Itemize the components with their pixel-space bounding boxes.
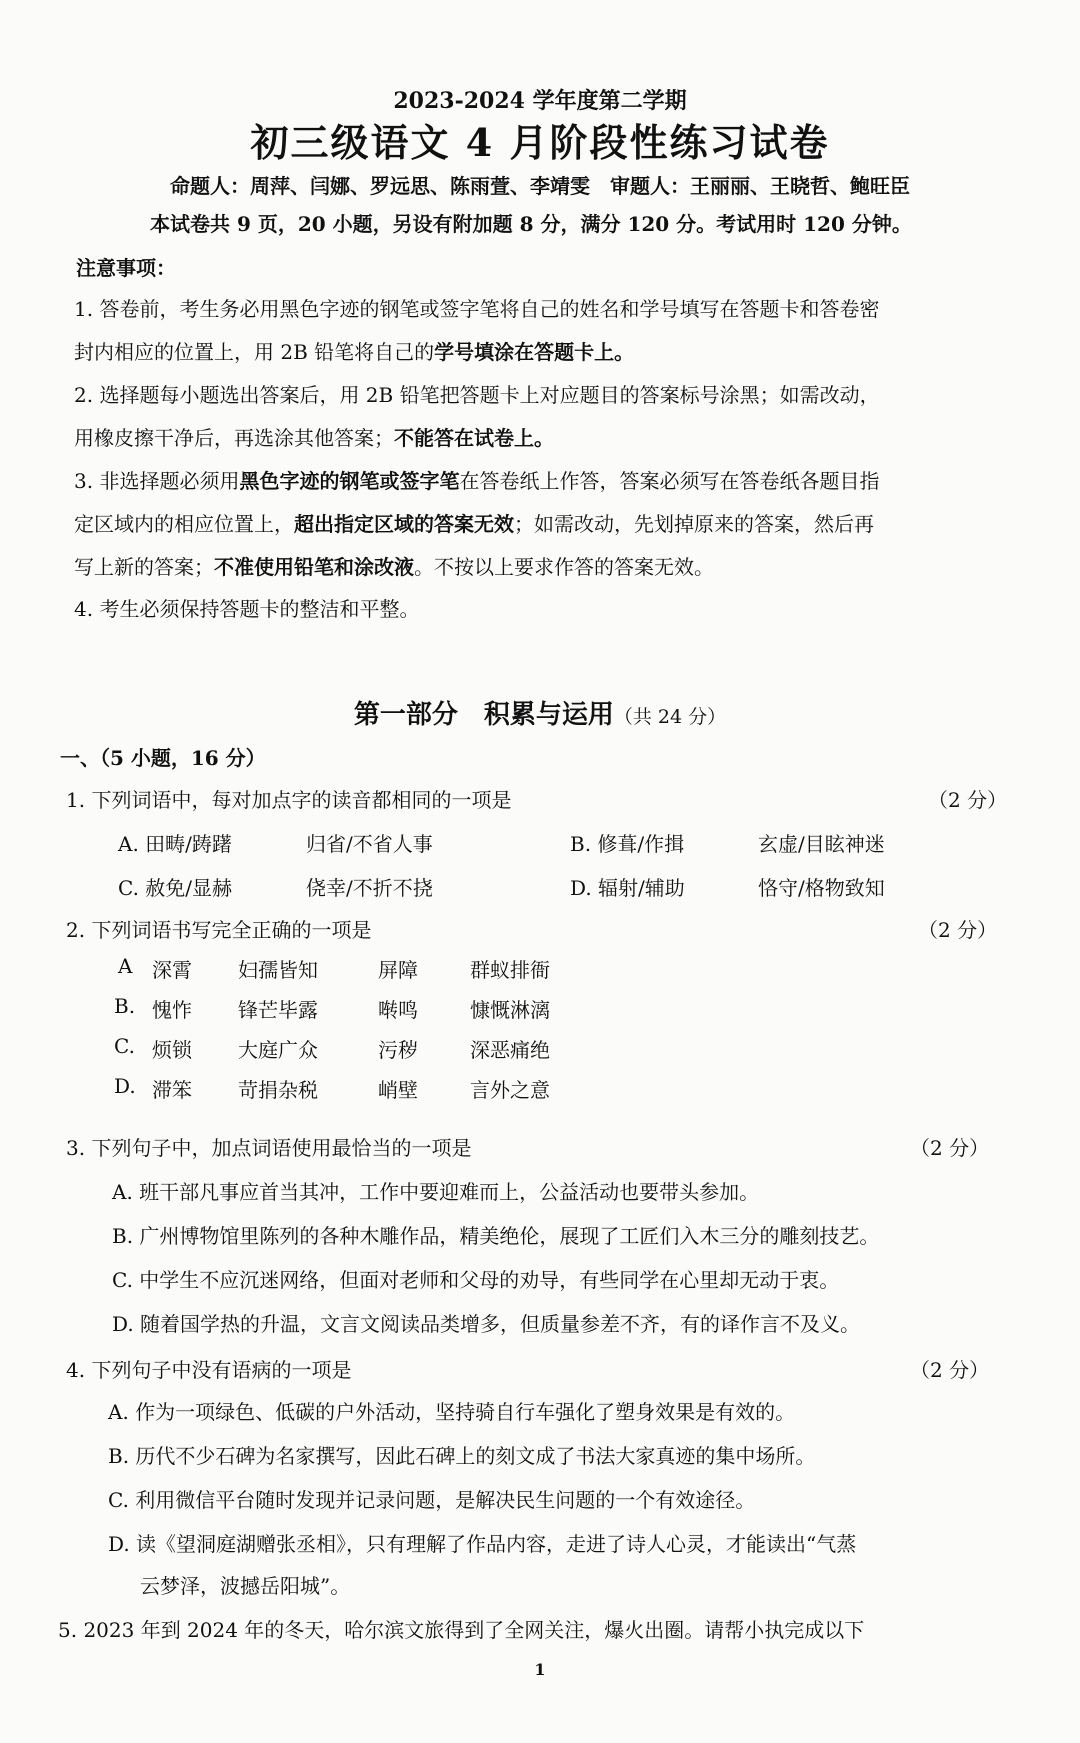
q2-word: 言外之意 bbox=[470, 1078, 550, 1102]
q2-word: 苛捐杂税 bbox=[238, 1078, 318, 1102]
page-number: 1 bbox=[534, 1660, 546, 1679]
notice-text: 封内相应的位置上，用 2B 铅笔将自己的 bbox=[74, 340, 435, 364]
q2-word: 深恶痛绝 bbox=[470, 1038, 550, 1062]
authors-line: 命题人：周萍、闫娜、罗远思、陈雨萱、李靖雯 审题人：王丽丽、王晓哲、鲍旺臣 bbox=[170, 174, 910, 198]
notice-line: 4. 考生必须保持答题卡的整洁和平整。 bbox=[74, 597, 420, 621]
q2-word: 滞笨 bbox=[152, 1078, 192, 1102]
notice-line bbox=[74, 417, 1004, 460]
notice-item-2 bbox=[74, 374, 1004, 460]
question-3-score: （2 分） bbox=[910, 1136, 990, 1160]
q1-option-a: A. 田畴/踌躇 bbox=[118, 832, 232, 856]
notice-text: 用橡皮擦干净后，再选涂其他答案； bbox=[74, 426, 394, 450]
q2-word: 群蚁排衙 bbox=[470, 958, 550, 982]
question-4-stem: 4. 下列句子中没有语病的一项是 bbox=[66, 1358, 352, 1382]
q2-word: 锋芒毕露 bbox=[238, 998, 318, 1022]
question-2-stem: 2. 下列词语书写完全正确的一项是 bbox=[66, 918, 372, 942]
exam-info: 本试卷共 9 页，20 小题，另设有附加题 8 分，满分 120 分。考试用时 120 分钟。 bbox=[150, 212, 912, 236]
q3-option-a: A. 班干部凡事应首当其冲，工作中要迎难而上，公益活动也要带头参加。 bbox=[112, 1180, 760, 1204]
q4-option-d: D. 读《望洞庭湖赠张丞相》，只有理解了作品内容，走进了诗人心灵，才能读出“气蒸 bbox=[108, 1532, 857, 1556]
notice-item-3 bbox=[74, 460, 1004, 589]
page-title: 初三级语文 4 月阶段性练习试卷 bbox=[250, 120, 830, 165]
q2-word: 污秽 bbox=[378, 1038, 418, 1062]
notice-heading: 注意事项： bbox=[76, 256, 176, 280]
q1-option-c-2: 侥幸/不折不挠 bbox=[306, 876, 433, 900]
q1-option-b-2: 玄虚/目眩神迷 bbox=[758, 832, 885, 856]
notice-text: 定区域内的相应位置上， bbox=[74, 512, 294, 536]
q4-option-a: A. 作为一项绿色、低碳的户外活动，坚持骑自行车强化了塑身效果是有效的。 bbox=[108, 1400, 796, 1424]
q2-word: 屏障 bbox=[378, 958, 418, 982]
q3-option-c: C. 中学生不应沉迷网络，但面对老师和父母的劝导，有些同学在心里却无动于衷。 bbox=[112, 1268, 840, 1292]
q2-word: 峭壁 bbox=[378, 1078, 418, 1102]
q3-option-d: D. 随着国学热的升温，文言文阅读品类增多，但质量参差不齐，有的译作言不及义。 bbox=[112, 1312, 861, 1336]
school-year: 2023-2024 学年度第二学期 bbox=[393, 88, 687, 114]
notice-line: 1. 答卷前，考生务必用黑色字迹的钢笔或签字笔将自己的姓名和学号填写在答题卡和答卷密 bbox=[74, 297, 880, 321]
q2-word: 慷慨淋漓 bbox=[470, 998, 550, 1022]
q1-option-d-2: 恪守/格物致知 bbox=[758, 876, 885, 900]
notice-item-4 bbox=[74, 588, 1004, 631]
notice-emphasis: 不能答在试卷上。 bbox=[394, 426, 554, 450]
notice-line bbox=[74, 503, 1004, 546]
question-4-score: （2 分） bbox=[910, 1358, 990, 1382]
notice-line: 2. 选择题每小题选出答案后，用 2B 铅笔把答题卡上对应题目的答案标号涂黑；如需改动， bbox=[74, 383, 880, 407]
notice-emphasis: 学号填涂在答题卡上。 bbox=[434, 340, 635, 364]
q4-option-c: C. 利用微信平台随时发现并记录问题，是解决民生问题的一个有效途径。 bbox=[108, 1488, 756, 1512]
question-5-stem: 5. 2023 年到 2024 年的冬天，哈尔滨文旅得到了全网关注，爆火出圈。请帮小执完成以下 bbox=[58, 1618, 865, 1642]
q2-row-c-label: C. bbox=[114, 1034, 135, 1058]
q2-word: 愧怍 bbox=[152, 998, 192, 1022]
notice-text: 写上新的答案； bbox=[74, 555, 214, 579]
notice-emphasis: 不准使用铅笔和涂改液 bbox=[214, 555, 414, 579]
question-1-stem: 1. 下列词语中，每对加点字的读音都相同的一项是 bbox=[66, 788, 512, 812]
question-1-score: （2 分） bbox=[928, 788, 1008, 812]
q2-word: 深霄 bbox=[152, 958, 192, 982]
notice-line bbox=[74, 546, 1004, 589]
q2-word: 啭鸣 bbox=[378, 998, 418, 1022]
q1-option-b: B. 修葺/作揖 bbox=[570, 832, 685, 856]
part-title-text: 第一部分 积累与运用 bbox=[353, 700, 614, 730]
q2-row-a-label: A bbox=[118, 954, 133, 978]
q2-row-b-label: B. bbox=[114, 994, 136, 1018]
notice-line bbox=[74, 460, 1004, 503]
notice-emphasis: 超出指定区域的答案无效 bbox=[294, 512, 514, 536]
notice-item-1 bbox=[74, 288, 1004, 374]
question-3-stem: 3. 下列句子中，加点词语使用最恰当的一项是 bbox=[66, 1136, 472, 1160]
q3-option-b: B. 广州博物馆里陈列的各种木雕作品，精美绝伦，展现了工匠们入木三分的雕刻技艺。 bbox=[112, 1224, 880, 1248]
notice-emphasis: 黑色字迹的钢笔或签字笔 bbox=[239, 469, 460, 493]
q2-word: 烦锁 bbox=[152, 1038, 192, 1062]
part-title bbox=[0, 694, 1080, 731]
notice-line bbox=[74, 331, 1004, 374]
q1-option-d: D. 辐射/辅助 bbox=[570, 876, 685, 900]
q2-row-d-label: D. bbox=[114, 1074, 136, 1098]
q1-option-a-2: 归省/不省人事 bbox=[306, 832, 433, 856]
q2-word: 大庭广众 bbox=[238, 1038, 318, 1062]
q1-option-c: C. 赦免/显赫 bbox=[118, 876, 233, 900]
section-heading: 一、（5 小题，16 分） bbox=[60, 746, 266, 770]
notice-text: ；如需改动，先划掉原来的答案，然后再 bbox=[514, 512, 874, 536]
notice-text: 在答卷纸上作答，答案必须写在答卷纸各题目指 bbox=[459, 469, 880, 493]
notice-text: 。不按以上要求作答的答案无效。 bbox=[414, 555, 714, 579]
q4-option-b: B. 历代不少石碑为名家撰写，因此石碑上的刻文成了书法大家真迹的集中场所。 bbox=[108, 1444, 816, 1468]
notice-text: 3. 非选择题必须用 bbox=[74, 469, 240, 493]
q2-word: 妇孺皆知 bbox=[238, 958, 318, 982]
part-score: （共 24 分） bbox=[613, 706, 727, 728]
question-2-score: （2 分） bbox=[918, 918, 998, 942]
q4-option-d-cont: 云梦泽，波撼岳阳城”。 bbox=[140, 1574, 351, 1598]
